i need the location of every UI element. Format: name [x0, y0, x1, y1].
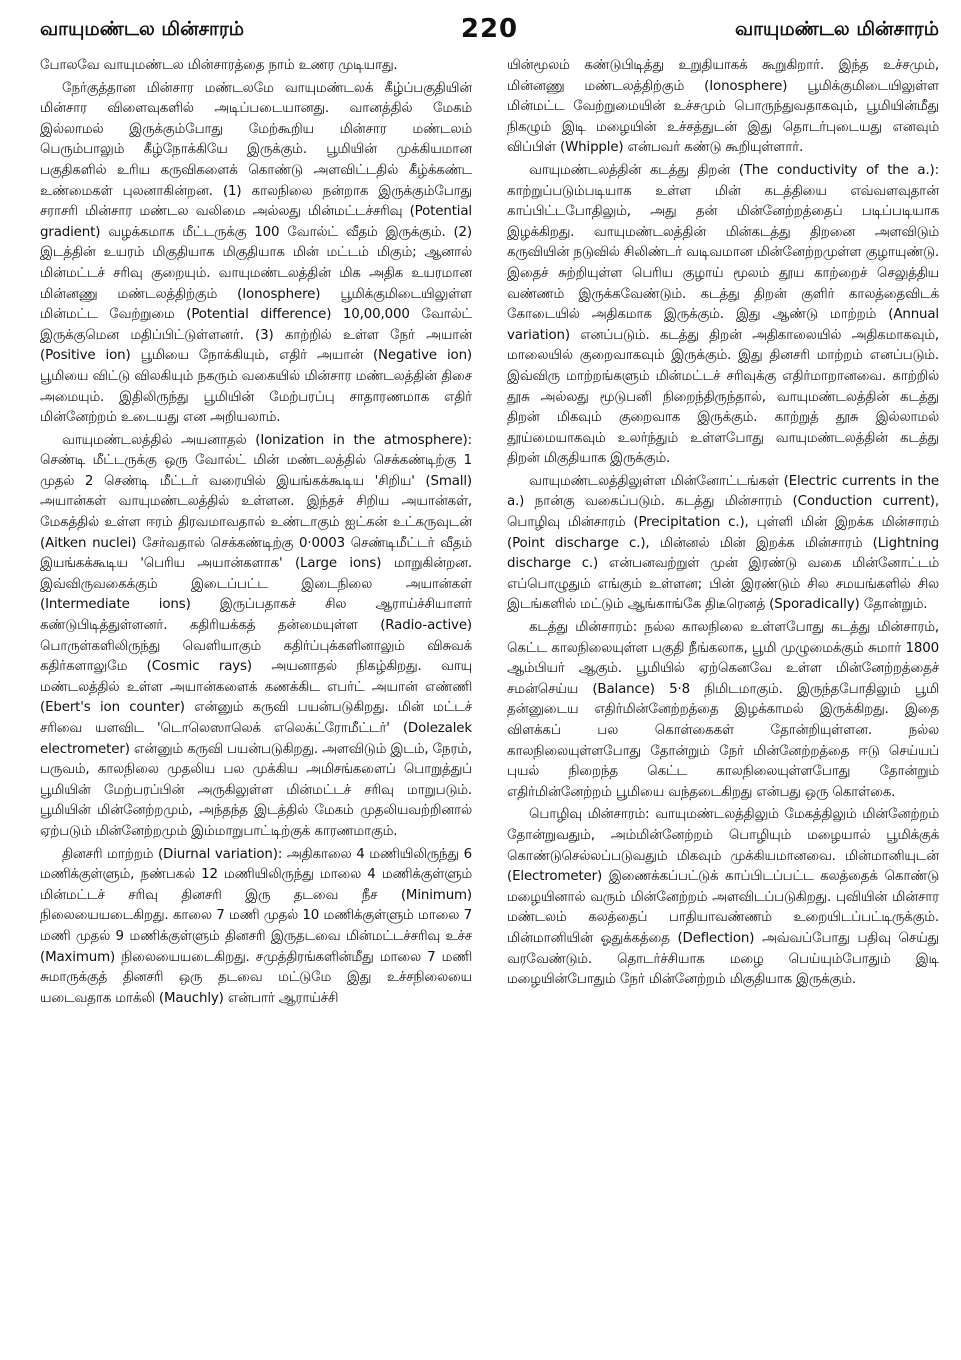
right-column — [507, 56, 939, 1356]
paragraph: கடத்து மின்சாரம்: நல்ல காலநிலை உள்ளபோது கடத்து மின்சாரம், கெட்ட காலநிலையுள்ள பகுதி நீங்கலாக, பூமி முழுமைக்கும் சுமார் 1800 ஆம்பியர் ஆகும். பூமியில் ஏற்கெனவே உள்ள மின்னேற்றத்தைச் சமன்செய்ய (Balance) 5·8 நிமிடமாகும். இருந்தபோதிலும் பூமி தன்னுடைய எதிர்மின்னேற்றத்தை இழக்காமல் இருக்கிறது. இதை விளக்கப் பல கொள்கைகள் தோன்றியுள்ளன. நல்ல காலநிலையுள்ளபோது தோன்றும் நேர் மின்னேற்றத்தை ஈடு செய்யப் புயல் நிறைந்த கெட்ட காலநிலையுள்ளபோது தோன்றும் எதிர்மின்னேற்றம் பூமியை வந்தடைகிறது என்பது ஒரு கொள்கை. — [507, 620, 939, 800]
paragraph: யின்மூலம் கண்டுபிடித்து உறுதியாகக் கூறுகிறார். இந்த உச்சமும், மின்னணு மண்டலத்திற்கும் (Ionosphere) பூமிக்குமிடையிலுள்ள மின்மட்ட வேற்றுமையின் உச்சமும் பொருந்துவதாகவும், பூமியின்மீது நிகழும் இடி மழையின் உச்சத்துடன் இது தொடர்புடையது எனவும் விப்பிள் (Whipple) என்பவர் கண்டு கூறியுள்ளார். — [507, 58, 939, 156]
left-column — [40, 56, 472, 1356]
running-title-right: வாயுமண்டல மின்சாரம் — [734, 18, 939, 40]
paragraph: தினசரி மாற்றம் (Diurnal variation): அதிகாலை 4 மணியிலிருந்து 6 மணிக்குள்ளும், நண்பகல் 12 மணியிலிருந்து மாலை 4 மணிக்குள்ளும் மின்மட்டச் சரிவு தினசரி இரு தடவை நீச (Minimum) நிலையையடைகிறது. காலை 7 மணி முதல் 10 மணிக்குள்ளும் மாலை 7 மணி முதல் 9 மணிக்குள்ளும் தினசரி இருதடவை மின்மட்டச்சரிவு உச்ச (Maximum) நிலையையடைகிறது. சமுத்திரங்களின்மீது மாலை 7 மணி சுமாருக்குத் தினசரி ஒரு தடவை மட்டுமே இது உச்சநிலையை யடைவதாக மாக்லி (Mauchly) என்பார் ஆராய்ச்சி — [40, 846, 472, 1006]
paragraph: பொழிவு மின்சாரம்: வாயுமண்டலத்திலும் மேகத்திலும் மின்னேற்றம் தோன்றுவதும், அம்மின்னேற்றம் பொழியும் மழையால் பூமிக்குக் கொண்டுசெல்லப்படுவதும் மிகவும் முக்கியமானவை. மின்மானியுடன் (Electrometer) இணைக்கப்பட்டுக் காப்பிடப்பட்ட கலத்தைக் கொண்டு மழையினால் வரும் மின்னேற்றம் அளவிடப்படுகிறது. புவியின் மின்சார மண்டலம் கலத்தைப் பாதியாவண்ணம் உறையிடப்பட்டிருக்கும். மின்மானியின் ஓதுக்கத்தை (Deflection) அவ்வப்போது பதிவு செய்து வரவேண்டும். தொடர்ச்சியாக மழை பெய்யும்போதும் இடி மழையின்போதும் நேர் மின்னேற்றம் மிகுதியாக இருக்கும். — [507, 807, 939, 988]
page-header — [40, 14, 939, 56]
text-columns — [40, 56, 939, 1356]
paragraph: போலவே வாயுமண்டல மின்சாரத்தை நாம் உணர முடியாது. — [40, 58, 398, 73]
running-title-left: வாயுமண்டல மின்சாரம் — [40, 18, 245, 40]
paragraph: நேர்குத்தான மின்சார மண்டலமே வாயுமண்டலக் கீழ்ப்பகுதியின் மின்சார விளைவுகளில் அடிப்படையானது. வானத்தில் மேகம் இல்லாமல் இருக்கும்போது மேற்கூறிய மின்சார மண்டலம் பெரும்பாலும் கீழ்நோக்கியே இருக்கும். பூமியின் முக்கியமான பகுதிகளில் உரிய கருவிகளைக் கொண்டு அளவிட்டதில் கீழ்க்கண்ட உண்மைகள் புலனாகின்றன. (1) காலநிலை நன்றாக இருக்கும்போது சராசரி மின்சார மண்டல வலிமை அல்லது மின்மட்டச்சரிவு (Potential gradient) வழக்கமாக மீட்டருக்கு 100 வோல்ட் வீதம் இருக்கும். (2) இடத்தின் உயரம் மிகுதியாக மிகுதியாக மின் மட்டம் மிகும்; ஆனால் மின்மட்டச் சரிவு குறையும். வாயுமண்டலத்தின் மிக அதிக உயரமான மின்னணு மண்டலத்திற்கும் (Ionosphere) பூமிக்குமிடையிலுள்ள மின்மட்ட வேற்றுமை (Potential difference) 10,00,000 வோல்ட் இருக்குமென மதிப்பிட்டுள்ளனர். (3) காற்றில் உள்ள நேர் அயான் (Positive ion) பூமியை நோக்கியும், எதிர் அயான் (Negative ion) பூமியை விட்டு விலகியும் நகரும் வகையில் மின்சார மண்டலத்தின் திசை அமையும். இதிலிருந்து பூமியின் மேற்பரப்பு சாதாரணமாக எதிர் மின்னேற்றம் உடையது என அறியலாம். — [40, 80, 472, 426]
paragraph: வாயுமண்டலத்தில் அயனாதல் (Ionization in the atmosphere): செண்டி மீட்டருக்கு ஒரு வோல்ட் மின் மண்டலத்தில் செக்கண்டிற்கு 1 முதல் 2 செண்டி மீட்டர் வரையில் இயங்கக்கூடிய 'சிறிய' (Small) அயான்கள் வாயுமண்டலத்தில் உள்ளன. இந்தச் சிறிய அயான்கள், மேகத்தில் உள்ள ஈரம் திரவமாவதால் உண்டாகும் ஐட்கன் உட்கருவுடன் (Aitken nuclei) சேர்வதால் செக்கண்டிற்கு 0·0003 செண்டிமீட்டர் வீதம் இயங்கக்கூடிய 'பெரிய அயான்களாக' (Large ions) மாறுகின்றன. இவ்விருவகைக்கும் இடைப்பட்ட இடைநிலை அயான்கள் (Intermediate ions) இருப்பதாகச் சில ஆராய்ச்சியாளர் கண்டுபிடித்துள்ளனர். கதிரியக்கத் தன்மையுள்ள (Radio-active) பொருள்களிலிருந்து வெளியாகும் கதிர்ப்புக்களினாலும் விசுவக் கதிர்களாலுமே (Cosmic rays) அயனாதல் நிகழ்கிறது. வாயு மண்டலத்தில் உள்ள அயான்களைக் கணக்கிட எபர்ட் அயான் எண்ணி (Ebert's ion counter) என்னும் கருவி பயன்படுகிறது. மின் மட்டச் சரிவை யளவிட 'டொலெஸாலெக் எலெக்ட்ரோமீட்டர்' (Dolezalek electrometer) என்னும் கருவி பயன்படுகிறது. அளவிடும் இடம், நேரம், பருவம், காலநிலை முதலிய பல முக்கிய அமிசங்களைப் பொறுத்துப் பூமியின் மேற்பரப்பின் அருகிலுள்ள மின்மட்டச் சரிவு மாறுபடும். பூமியின் மின்னேற்றமும், அந்தந்த இடத்தில் மேகம் முதலியவற்றினால் ஏற்படும் மின்னேற்றமும் இம்மாறுபாட்டிற்குக் காரணமாகும். — [40, 432, 472, 839]
paragraph: வாயுமண்டலத்தின் கடத்து திறன் (The conductivity of the a.): காற்றுப்படும்படியாக உள்ள மின் கடத்தியை எவ்வளவுதான் காப்பிட்டபோதிலும், அது தன் மின்னேற்றத்தைப் படிப்படியாக இழக்கிறது. வாயுமண்டலத்தின் மின்கடத்து திறனை அளவிடும் கருவியின் நடுவில் சிலிண்டர் வடிவமான மின்னேற்றமுள்ள குழாயுண்டு. இதைச் சுற்றியுள்ள பெரிய குழாய் மூலம் தூய காற்றைச் செலுத்திய வண்ணம் இருக்கவேண்டும். கடத்து திறன் குளிர் காலத்தைவிடக் கோடையில் அதிகமாக இருக்கும். இது ஆண்டு மாற்றம் (Annual variation) எனப்படும். கடத்து திறன் அதிகாலையில் அதிகமாகவும், மாலையில் குறைவாகவும் இருக்கும். இது தினசரி மாற்றம் எனப்படும். இவ்விரு மாற்றங்களும் மின்மட்டச் சரிவுக்கு எதிர்மாறானவை. காற்றில் தூசு அல்லது மூடுபனி நிறைந்திருந்தால், வாயுமண்டலத்தின் கடத்து திறன் மிகவும் குறைவாக இருக்கும். காற்றுத் தூசு இல்லாமல் தூய்மையாகவும் உலர்ந்தும் உள்ளபோது வாயுமண்டலத்தின் கடத்து திறன் மிகுதியாக இருக்கும். — [507, 162, 939, 467]
paragraph: வாயுமண்டலத்திலுள்ள மின்னோட்டங்கள் (Electric currents in the a.) நான்கு வகைப்படும். கடத்து மின்சாரம் (Conduction current), பொழிவு மின்சாரம் (Precipitation c.), புள்ளி மின் இறக்க மின்சாரம் (Point discharge c.), மின்னல் மின் இறக்க மின்சாரம் (Lightning discharge c.) என்பனவற்றுள் முன் இரண்டு வகை மின்னோட்டம் எப்பொழுதும் எங்கும் உள்ளன; பின் இரண்டும் சில சமயங்களில் சில இடங்களில் மட்டும் ஆங்காங்கே திடீரெனத் (Sporadically) தோன்றும். — [507, 473, 939, 613]
page-number: 220 — [460, 14, 519, 44]
